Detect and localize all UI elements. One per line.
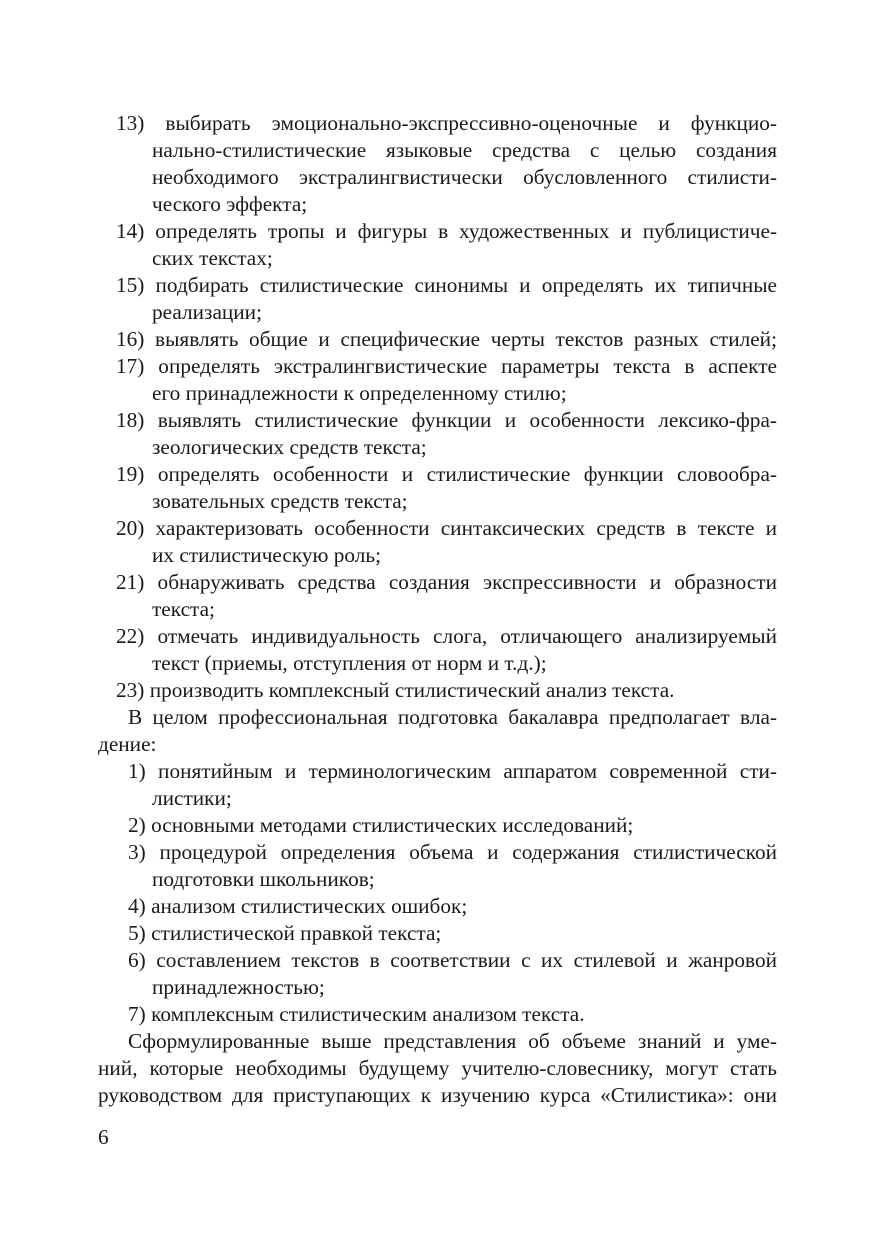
line-text: текста;: [152, 597, 215, 621]
text-line: [0, 1028, 875, 1055]
line-text: 19) определять особенности и стилистические функции словообра-: [116, 462, 777, 486]
text-line: [0, 380, 875, 407]
text-line: [0, 353, 875, 380]
text-line: [0, 299, 875, 326]
line-text: 16) выявлять общие и специфические черты текстов разных стилей;: [116, 327, 777, 351]
text-line: [0, 434, 875, 461]
line-text: 15) подбирать стилистические синонимы и определять их типичные: [116, 273, 777, 297]
line-text: нально-стилистические языковые средства с целью создания: [152, 138, 777, 162]
text-line: [0, 110, 875, 137]
text-line: [0, 650, 875, 677]
line-text: 5) стилистической правкой текста;: [128, 921, 442, 945]
text-line: [0, 461, 875, 488]
line-text: его принадлежности к определенному стилю;: [152, 381, 567, 405]
line-text: 6) составлением текстов в соответствии с их стилевой и жанровой: [128, 948, 777, 972]
line-text: 3) процедурой определения объема и содержания стилистической: [128, 840, 777, 864]
text-line: [0, 785, 875, 812]
line-text: ческого эффекта;: [152, 192, 308, 216]
line-text: 1) понятийным и терминологическим аппаратом современной сти-: [128, 759, 777, 783]
line-text: 4) анализом стилистических ошибок;: [128, 894, 468, 918]
line-text: 21) обнаруживать средства создания экспрессивности и образности: [116, 570, 777, 594]
text-line: [0, 974, 875, 1001]
text-line: [0, 164, 875, 191]
line-text: 22) отмечать индивидуальность слога, отличающего анализируемый: [116, 624, 777, 648]
line-text: 23) производить комплексный стилистический анализ текста.: [116, 678, 675, 702]
line-text: реализации;: [152, 300, 262, 324]
text-line: [0, 488, 875, 515]
line-text: зовательных средств текста;: [152, 489, 408, 513]
page-number: 6: [98, 1125, 109, 1149]
line-text: необходимого экстралингвистически обусловленного стилисти-: [152, 165, 777, 189]
text-line: [0, 137, 875, 164]
line-text: Сформулированные выше представления об объеме знаний и уме-: [128, 1029, 777, 1053]
line-text: 7) комплексным стилистическим анализом текста.: [128, 1002, 585, 1026]
line-text: руководством для приступающих к изучению курса «Стилистика»: они: [98, 1083, 777, 1107]
text-line: [0, 812, 875, 839]
line-text: ний, которые необходимы будущему учителю-словеснику, могут стать: [98, 1056, 777, 1080]
text-line: [0, 758, 875, 785]
text-line: [0, 1055, 875, 1082]
text-line: [0, 920, 875, 947]
line-text: ских текстах;: [152, 246, 273, 270]
line-text: зеологических средств текста;: [152, 435, 427, 459]
line-text: подготовки школьников;: [152, 867, 375, 891]
text-line: [0, 893, 875, 920]
text-line: [0, 596, 875, 623]
text-line: [0, 731, 875, 758]
line-text: 13) выбирать эмоционально-экспрессивно-оценочные и функцио-: [116, 111, 777, 135]
text-line: [0, 677, 875, 704]
text-line: [0, 623, 875, 650]
line-text: 20) характеризовать особенности синтаксических средств в тексте и: [116, 516, 777, 540]
line-text: 14) определять тропы и фигуры в художественных и публицистиче-: [116, 219, 777, 243]
line-text: 2) основными методами стилистических исследований;: [128, 813, 634, 837]
line-text: 18) выявлять стилистические функции и особенности лексико-фра-: [116, 408, 777, 432]
text-line: [0, 218, 875, 245]
text-line: [0, 866, 875, 893]
text-line: [0, 569, 875, 596]
line-text: листики;: [152, 786, 232, 810]
line-text: 17) определять экстралингвистические параметры текста в аспекте: [116, 354, 777, 378]
text-line: [0, 704, 875, 731]
line-text: В целом профессиональная подготовка бакалавра предполагает вла-: [128, 705, 777, 729]
text-line: [0, 1082, 875, 1109]
line-text: принадлежностью;: [152, 975, 325, 999]
line-text: текст (приемы, отступления от норм и т.д.);: [152, 651, 547, 675]
text-line: [0, 542, 875, 569]
text-line: [0, 407, 875, 434]
text-line: [0, 245, 875, 272]
text-line: [0, 191, 875, 218]
text-line: [0, 326, 875, 353]
text-line: [0, 839, 875, 866]
text-line: [0, 272, 875, 299]
line-text: их стилистическую роль;: [152, 543, 382, 567]
text-line: [0, 1001, 875, 1028]
text-line: [0, 515, 875, 542]
text-line: [0, 947, 875, 974]
line-text: дение:: [98, 732, 157, 756]
